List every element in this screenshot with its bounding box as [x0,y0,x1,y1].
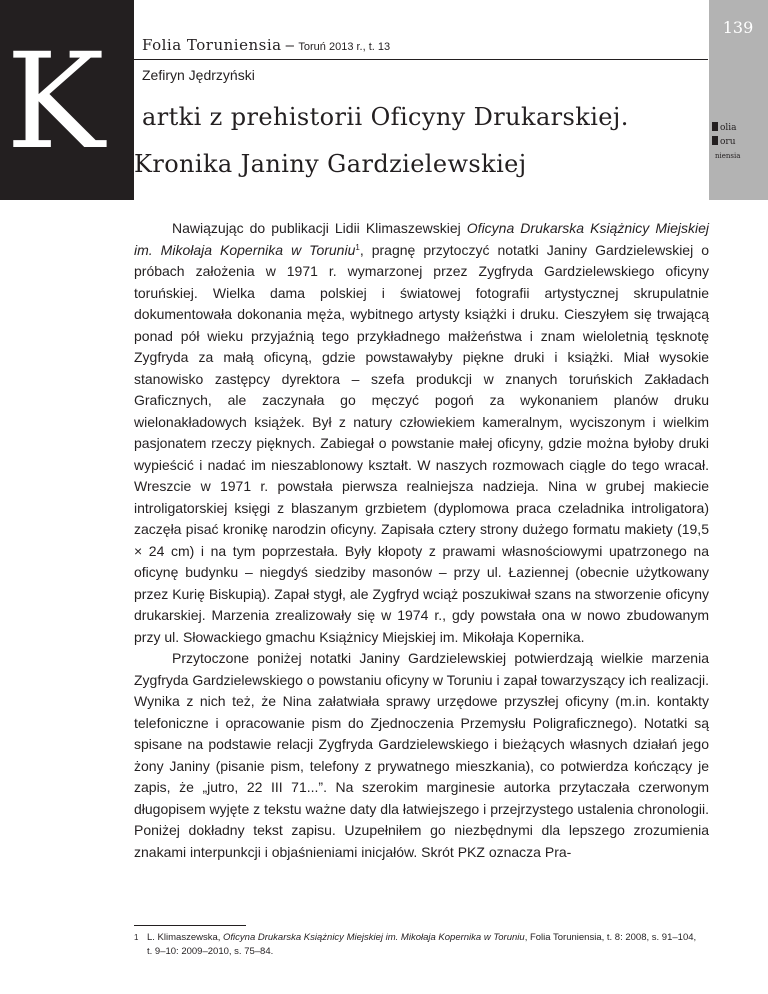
body-paragraph: Nawiązując do publikacji Lidii Klimaszewskiej Oficyna Drukarska Książnicy Miejskiej im. Mikołaja Kopernika w Toruniu$^1$, pragnę przytoczyć notatki Janiny Gardzielewskiej o próbach założenia w 1971 r. wymarzonej przez Zygfryda Gardzielewskiego oficyny toruńskiej. Wielka dama polskiej i światowej fotografii artystycznej skrupulatnie dokumentowała dokonania męża, wybitnego artysty książki i druku. Cieszyłem się trwającą ponad pół wieku przyjaźnią tego przykładnego małżeństwa i znam wieloletnią tęsknotę Zygfryda za małą oficyną, gdzie powstawałyby piękne druki i książki. Miał wysokie stanowisko zastępcy dyrektora – szefa produkcji w znanych toruńskich Zakładach Graficznych, ale zaczynała go męczyć pogoń za wykonaniem planów druku wielonakładowych książek. Był z natury człowiekiem kameralnym, wyciszonym i wielkim pasjonatem rzeczy pięknych. Zabiegał o powstanie małej oficyny, gdzie można byłoby druki wypieścić i nadać im nieszablonowy kształt. W naszych rozmowach ciągle do tego wracał. Wreszcie w 1971 r. powstała pierwsza realniejsza nadzieja. Nina w grubej makiecie introligatorskiej księgi z blaszanym grzbietem (dyplomowa praca czeladnika introligatora) zaczęła pisać kronikę narodzin oficyny. Zapisała cztery strony dużego formatu makiety (19,5 × 24 cm) i na tym poprzestała. Były kłopoty z prawami własnościowymi upatrzonego na oficynę budynku – niegdyś siedziby masonów – przy ul. Łaziennej (obecnie użytkowany przez Kurię Biskupią). Zapał stygł, ale Zygfryd wciąż poszukiwał szans na stworzenie oficyny drukarskiej. Marzenia zrealizowały się w 1974 r., gdy powstała ona w nowo zbudowanym przy ul. Słowackiego gmachu Książnicy Miejskiej im. Mikołaja Kopernika. [134,220,709,645]
footnote-text: L. Klimaszewska, Oficyna Drukarska Książnicy Miejskiej im. Mikołaja Kopernika w Toruniu, Folia Toruniensia, t. 8: 2008, s. 91–104, t. 9–10: 2009–2010, s. 75–84. [147,932,697,957]
article-title-line-2: Kronika Janiny Gardzielewskiej [134,150,527,178]
drop-cap-letter: K [6,25,105,179]
cited-title: Oficyna Drukarska Książnicy Miejskiej im. Mikołaja Kopernika w Toruniu [134,220,709,258]
body-paragraph: Przytoczone poniżej notatki Janiny Gardzielewskiej potwierdzają wielkie marzenia Zygfryda Gardzielewskiego o powstaniu oficyny w Toruniu i zapał towarzyszący ich realizacji. Wynika z nich też, że Nina załatwiała sprawy urzędowe przyszłej oficyny (m.in. kontakty telefoniczne i opracowanie pism do Zjednoczenia Przemysłu Poligraficznego). Notatki są spisane na podstawie relacji Zygfryda Gardzielewskiego i bieżących własnych działań jego żony Janiny (pisanie pism, telefony z prywatnego mieszkania), co potwierdza kończący je zapis, że „jutro, 22 III 71...”. Na szerokim marginesie autorka przytaczała czerwonym długopisem wyjęte z tekstu ważne daty dla łatwiejszego i przejrzystego ustalenia chronologii. Poniżej dokładny tekst zapisu. Uzupełniłem go niezbędnymi dla lepszego zrozumienia znakami interpunkcji i objaśnieniami inicjałów. Skrót PKZ oznacza Pra- [134,650,709,860]
drop-cap-block [0,0,134,200]
footnote-reference[interactable]: 1 [355,242,360,252]
page-number: 139 [722,18,754,37]
header-rule [134,59,708,60]
logo-square-icon [712,136,718,145]
article-body [134,218,709,863]
header-separator: – [285,37,295,54]
article-title-line-1: artki z prehistorii Oficyny Drukarskiej. [142,103,629,131]
footnote-number: 1 [134,933,139,942]
footnote-rule [134,925,246,926]
article-author: Zefiryn Jędrzyński [142,67,255,83]
logo-square-icon [712,122,718,131]
header-issue-info: Toruń 2013 r., t. 13 [298,41,391,53]
journal-side-logo: olia oru niensia [712,121,740,163]
running-header [142,36,390,54]
footnote [134,931,704,959]
journal-name: Folia Toruniensia [142,36,282,54]
